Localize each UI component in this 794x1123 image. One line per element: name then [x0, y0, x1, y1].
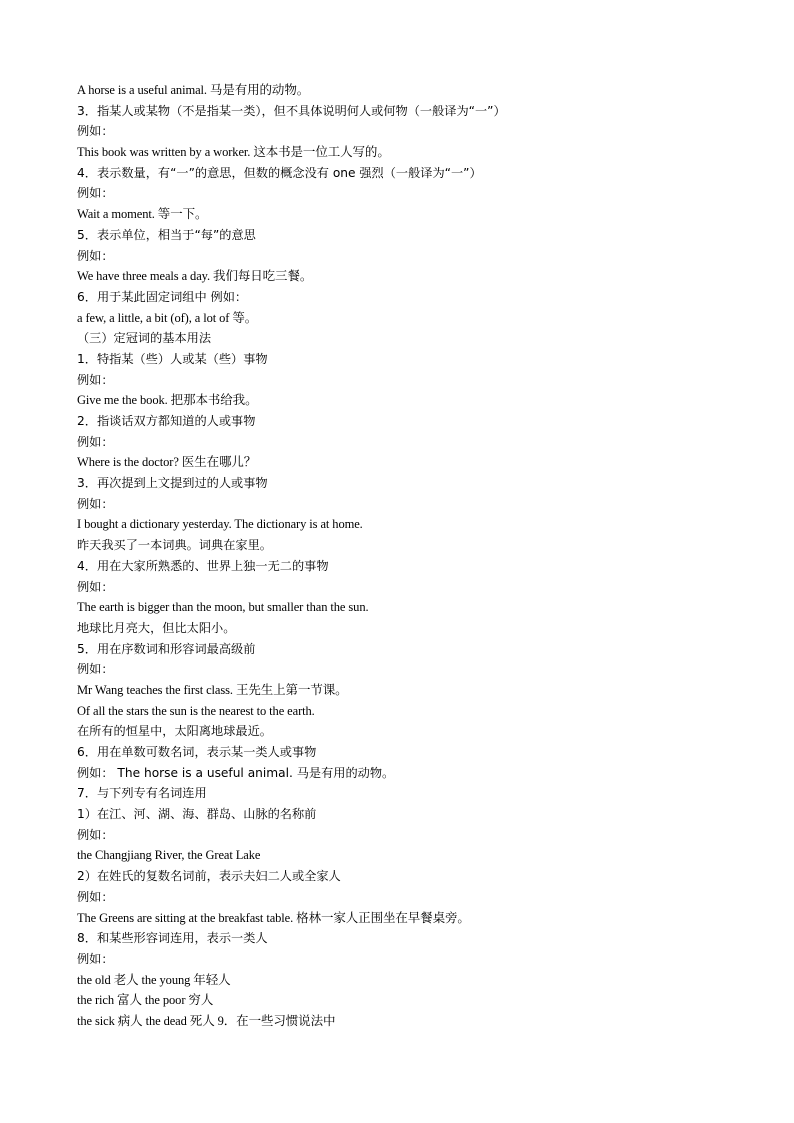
- rule-heading: 2．指谈话双方都知道的人或事物: [77, 414, 256, 428]
- example-label: 例如：: [77, 434, 114, 449]
- example-label: 例如：: [77, 951, 114, 966]
- example-sentence: Of all the stars the sun is the nearest to the earth.: [77, 703, 315, 718]
- document-body: [77, 80, 767, 1032]
- example-sentence: a few, a little, a bit (of), a lot of 等。: [77, 310, 258, 325]
- example-label: 例如：: [77, 889, 114, 904]
- example-sentence: Where is the doctor? 医生在哪儿？: [77, 455, 257, 470]
- example-label: 例如：: [77, 662, 114, 677]
- rule-heading: 7．与下列专有名词连用: [77, 786, 207, 801]
- example-sentence: 例如： The horse is a useful animal. 马是有用的动物。: [77, 765, 395, 780]
- rule-heading: 5．表示单位，相当于“每”的意思: [77, 227, 256, 242]
- example-label: 例如：: [77, 496, 114, 511]
- rule-heading: 3．再次提到上文提到过的人或事物: [77, 476, 268, 491]
- example-translation: 在所有的恒星中，太阳离地球最近。: [77, 724, 272, 739]
- example-sentence: The Greens are sitting at the breakfast table. 格林一家人正围坐在早餐桌旁。: [77, 910, 470, 925]
- example-label: 例如：: [77, 827, 114, 842]
- example-label: 例如：: [77, 372, 114, 387]
- rule-heading: 6．用在单数可数名词，表示某一类人或事物: [77, 745, 317, 759]
- section-heading: （三）定冠词的基本用法: [77, 331, 212, 346]
- example-sentence: We have three meals a day. 我们每日吃三餐。: [77, 269, 313, 284]
- example-translation: 昨天我买了一本词典。词典在家里。: [77, 538, 272, 553]
- example-sentence: the Changjiang River, the Great Lake: [77, 848, 261, 863]
- example-sentence: Mr Wang teaches the first class. 王先生上第一节课。: [77, 682, 348, 697]
- example-sentence: the rich 富人 the poor 穷人: [77, 993, 214, 1008]
- sub-rule-heading: 1）在江、河、湖、海、群岛、山脉的名称前: [77, 807, 317, 822]
- rule-heading: 5．用在序数词和形容词最高级前: [77, 641, 256, 656]
- rule-heading: 6．用于某此固定词组中 例如：: [77, 289, 248, 304]
- rule-heading: 4．表示数量，有“一”的意思，但数的概念没有 one 强烈（一般译为“一”）: [77, 165, 482, 180]
- example-label: 例如：: [77, 124, 114, 139]
- example-label: 例如：: [77, 248, 114, 263]
- example-sentence: the sick 病人 the dead 死人 9．在一些习惯说法中: [77, 1013, 336, 1028]
- sub-rule-heading: 2）在姓氏的复数名词前，表示夫妇二人或全家人: [77, 869, 341, 884]
- example-label: 例如：: [77, 186, 114, 201]
- rule-heading: 8．和某些形容词连用，表示一类人: [77, 931, 268, 946]
- example-sentence: the old 老人 the young 年轻人: [77, 972, 231, 987]
- rule-heading: 4．用在大家所熟悉的、世界上独一无二的事物: [77, 558, 329, 573]
- example-label: 例如：: [77, 579, 114, 594]
- rule-heading: 1．特指某（些）人或某（些）事物: [77, 351, 268, 366]
- example-sentence: Wait a moment. 等一下。: [77, 207, 208, 222]
- example-sentence: I bought a dictionary yesterday. The dictionary is at home.: [77, 517, 363, 532]
- example-sentence: The earth is bigger than the moon, but smaller than the sun.: [77, 600, 369, 615]
- example-sentence: This book was written by a worker. 这本书是一位工人写的。: [77, 145, 390, 160]
- example-translation: 地球比月亮大，但比太阳小。: [77, 620, 236, 635]
- example-sentence: Give me the book. 把那本书给我。: [77, 393, 258, 408]
- rule-heading: 3．指某人或某物（不是指某一类），但不具体说明何人或何物（一般译为“一”）: [77, 103, 506, 118]
- example-sentence: A horse is a useful animal. 马是有用的动物。: [77, 83, 310, 97]
